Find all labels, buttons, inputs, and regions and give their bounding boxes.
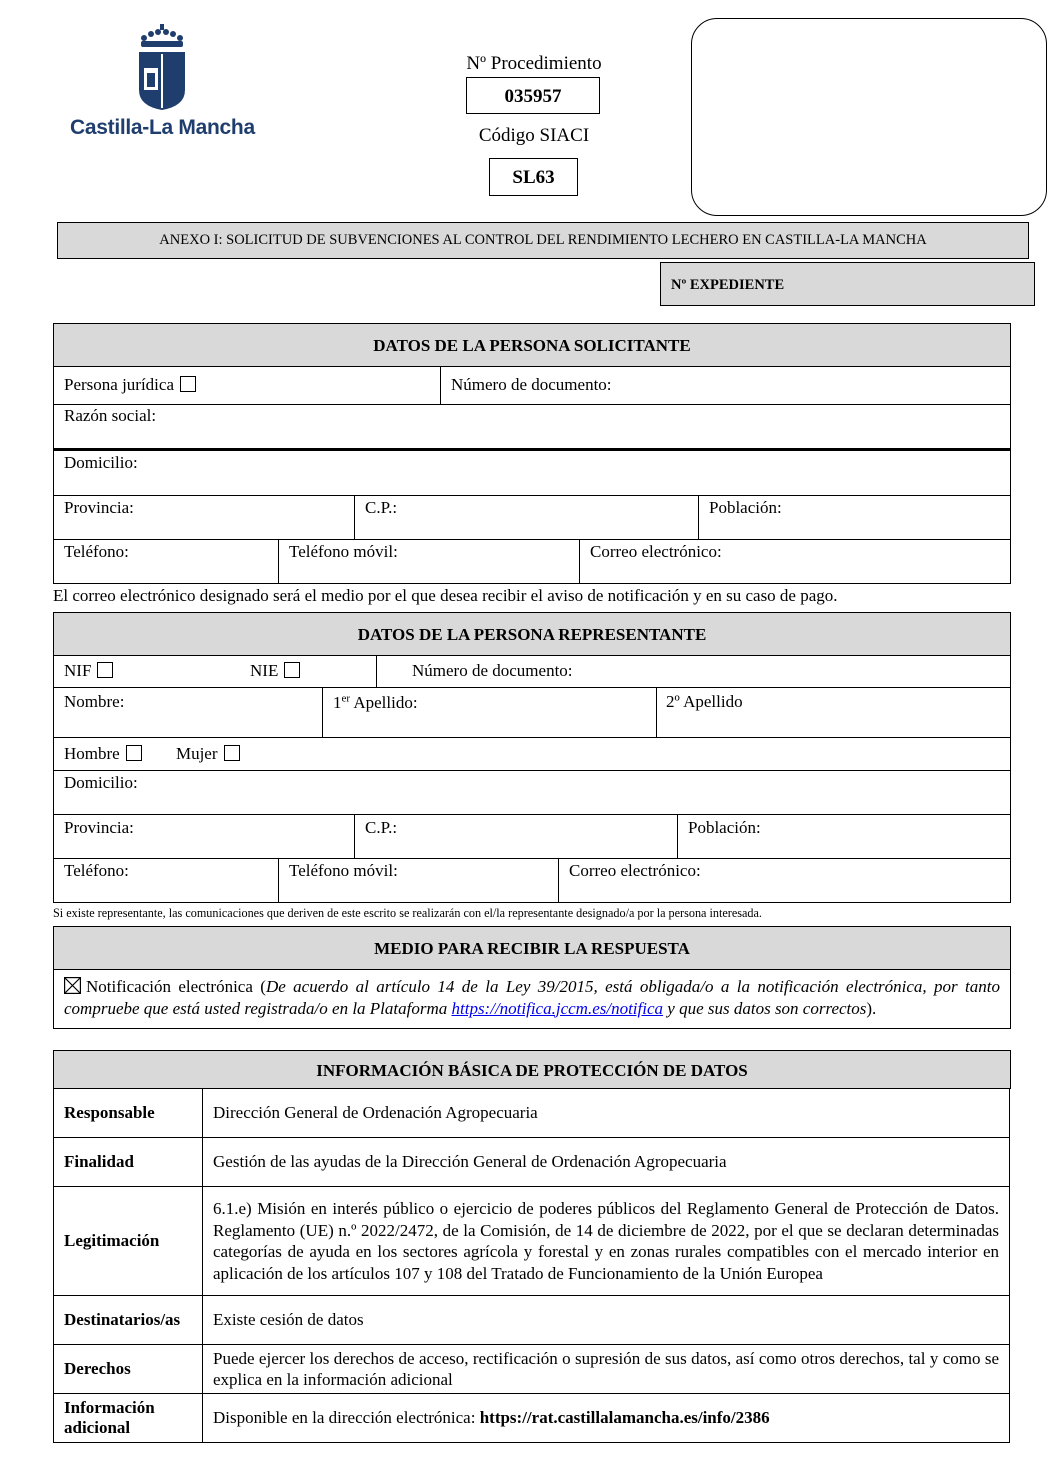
rep-correo-field[interactable] (558, 858, 1011, 903)
checked-checkbox-icon[interactable] (64, 977, 81, 994)
cp-field[interactable] (354, 495, 699, 540)
row-key: Información adicional (54, 1394, 203, 1443)
rep-poblacion-field[interactable] (677, 814, 1011, 859)
rep-correo-label: Correo electrónico: (569, 861, 701, 880)
domicilio-label: Domicilio: (64, 453, 138, 472)
table-row (54, 1394, 1010, 1443)
registry-stamp-box (691, 18, 1047, 216)
telefono-movil-field[interactable] (278, 539, 580, 584)
procedimiento-value: 035957 (504, 86, 562, 107)
domicilio-field[interactable] (53, 450, 1011, 496)
solicitante-section (53, 323, 1011, 586)
notifica-link[interactable]: https://notifica.jccm.es/notifica (451, 998, 664, 1018)
nie-checkbox[interactable] (284, 662, 300, 678)
mujer-label: Mujer (175, 744, 218, 763)
rep-numero-documento-field[interactable] (376, 655, 1011, 688)
rep-telefono-label: Teléfono: (64, 861, 129, 880)
nombre-field[interactable] (53, 687, 323, 738)
apellido2-label: 2º Apellido (666, 692, 743, 711)
row-value: 6.1.e) Misión en interés público o ejercicio de poderes públicos del Reglamento General de Protección de Datos. Reglamento (UE) n.º 2022/2472, de la Comisión, de 14 de diciembre de 2022, por el que se declaran determinadas categorías de ayuda en los sectores agrícola y forestal y en zonas rurales compatibles con el mercado interior en aplicación de los artículos 107 y 108 del Tratado de Funcionamiento de la Unión Europea (203, 1187, 1010, 1296)
sexo-cell (53, 737, 1011, 771)
correo-label: Correo electrónico: (590, 542, 722, 561)
coat-of-arms-icon (136, 24, 188, 110)
row-value: Dirección General de Ordenación Agropecuaria (203, 1089, 1010, 1138)
rep-domicilio-field[interactable] (53, 770, 1011, 815)
rep-provincia-label: Provincia: (64, 818, 134, 837)
telefono-label: Teléfono: (64, 542, 129, 561)
solicitante-heading: DATOS DE LA PERSONA SOLICITANTE (53, 323, 1011, 367)
expediente-box (660, 262, 1035, 306)
poblacion-field[interactable] (698, 495, 1011, 540)
rep-cp-field[interactable] (354, 814, 678, 859)
respuesta-section (53, 926, 1011, 1029)
proteccion-table (53, 1088, 1010, 1443)
rep-telefono-movil-field[interactable] (278, 858, 559, 903)
row-value: Existe cesión de datos (203, 1296, 1010, 1345)
representante-note: Si existe representante, las comunicaciones que deriven de este escrito se realizarán con el/la representante designado/a por la persona interesada. (53, 906, 762, 920)
logo (70, 24, 260, 144)
representante-section (53, 612, 1011, 904)
row-value: Gestión de las ayudas de la Dirección General de Ordenación Agropecuaria (203, 1138, 1010, 1187)
row-key: Derechos (54, 1345, 203, 1394)
hombre-label: Hombre (64, 744, 120, 763)
rep-telefono-movil-label: Teléfono móvil: (289, 861, 398, 880)
rep-cp-label: C.P.: (365, 818, 398, 837)
notificacion-text-2: y que sus datos son correctos (663, 998, 867, 1018)
row-value: Disponible en la dirección electrónica: https://rat.castillalamancha.es/info/2386 (203, 1394, 1010, 1443)
rep-domicilio-label: Domicilio: (64, 773, 138, 792)
representante-heading: DATOS DE LA PERSONA REPRESENTANTE (53, 612, 1011, 656)
correo-field[interactable] (579, 539, 1011, 584)
procedimiento-box (466, 77, 600, 114)
numero-documento-label: Número de documento: (451, 375, 612, 394)
form-title: ANEXO I: SOLICITUD DE SUBVENCIONES AL CONTROL DEL RENDIMIENTO LECHERO EN CASTILLA-LA MANCHA (57, 222, 1029, 259)
notificacion-text-1: De acuerdo al artículo 14 de la Ley 39/2015, está obligada/o a la notificación electrónica, por tanto compruebe que está usted registrada/o en la Plataforma (64, 977, 1000, 1018)
apellido2-field[interactable] (656, 687, 1011, 738)
mujer-checkbox[interactable] (224, 745, 240, 761)
apellido1-field[interactable] (322, 687, 657, 738)
rep-poblacion-label: Población: (688, 818, 761, 837)
table-row (54, 1345, 1010, 1394)
poblacion-label: Población: (709, 498, 782, 517)
razon-social-field[interactable] (53, 404, 1011, 451)
telefono-movil-label: Teléfono móvil: (289, 542, 398, 561)
table-row (54, 1138, 1010, 1187)
logo-text: Castilla-La Mancha (70, 116, 255, 139)
proteccion-section (53, 1050, 1011, 1443)
notificacion-label: Notificación electrónica ( (86, 977, 266, 996)
siaci-value: SL63 (512, 167, 555, 188)
hombre-checkbox[interactable] (126, 745, 142, 761)
rep-numero-documento-label: Número de documento: (412, 661, 573, 680)
siaci-label: Código SIACI (478, 125, 590, 146)
table-row (54, 1089, 1010, 1138)
provincia-field[interactable] (53, 495, 355, 540)
table-row (54, 1187, 1010, 1296)
rep-provincia-field[interactable] (53, 814, 355, 859)
persona-juridica-label: Persona jurídica (64, 375, 174, 394)
nif-nie-cell (53, 655, 377, 688)
apellido1-label: 1er Apellido: (333, 692, 418, 712)
solicitante-note: El correo electrónico designado será el medio por el que desea recibir el aviso de notificación y en su caso de pago. (53, 586, 838, 605)
provincia-label: Provincia: (64, 498, 134, 517)
row-key: Responsable (54, 1089, 203, 1138)
info-url-link[interactable]: https://rat.castillalamancha.es/info/2386 (479, 1408, 770, 1427)
cp-label: C.P.: (365, 498, 398, 517)
razon-social-label: Razón social: (64, 406, 157, 425)
procedimiento-label: Nº Procedimiento (466, 53, 602, 74)
table-row (54, 1296, 1010, 1345)
nif-label: NIF (64, 661, 92, 680)
row-key: Destinatarios/as (54, 1296, 203, 1345)
proteccion-heading: INFORMACIÓN BÁSICA DE PROTECCIÓN DE DATOS (53, 1050, 1011, 1089)
numero-documento-field[interactable] (440, 366, 1011, 405)
nie-label: NIE (250, 661, 279, 680)
respuesta-heading: MEDIO PARA RECIBIR LA RESPUESTA (53, 926, 1011, 970)
persona-juridica-checkbox[interactable] (180, 376, 196, 392)
respuesta-body: Notificación electrónica (De acuerdo al artículo 14 de la Ley 39/2015, está obligada/o a la notificación electrónica, por tanto compruebe que está usted registrada/o en la Plataforma https://notifica.jccm.es/notifica y que sus datos son correctos). (53, 969, 1011, 1029)
row-key: Finalidad (54, 1138, 203, 1187)
rep-telefono-field[interactable] (53, 858, 279, 903)
nif-checkbox[interactable] (97, 662, 113, 678)
row-value: Puede ejercer los derechos de acceso, rectificación o supresión de sus datos, así como otros derechos, tal y como se explica en la información adicional (203, 1345, 1010, 1394)
nombre-label: Nombre: (64, 692, 125, 711)
telefono-field[interactable] (53, 539, 279, 584)
persona-juridica-cell (53, 366, 441, 405)
row-key: Legitimación (54, 1187, 203, 1296)
siaci-box (489, 158, 578, 196)
expediente-label: Nº EXPEDIENTE (671, 277, 785, 293)
